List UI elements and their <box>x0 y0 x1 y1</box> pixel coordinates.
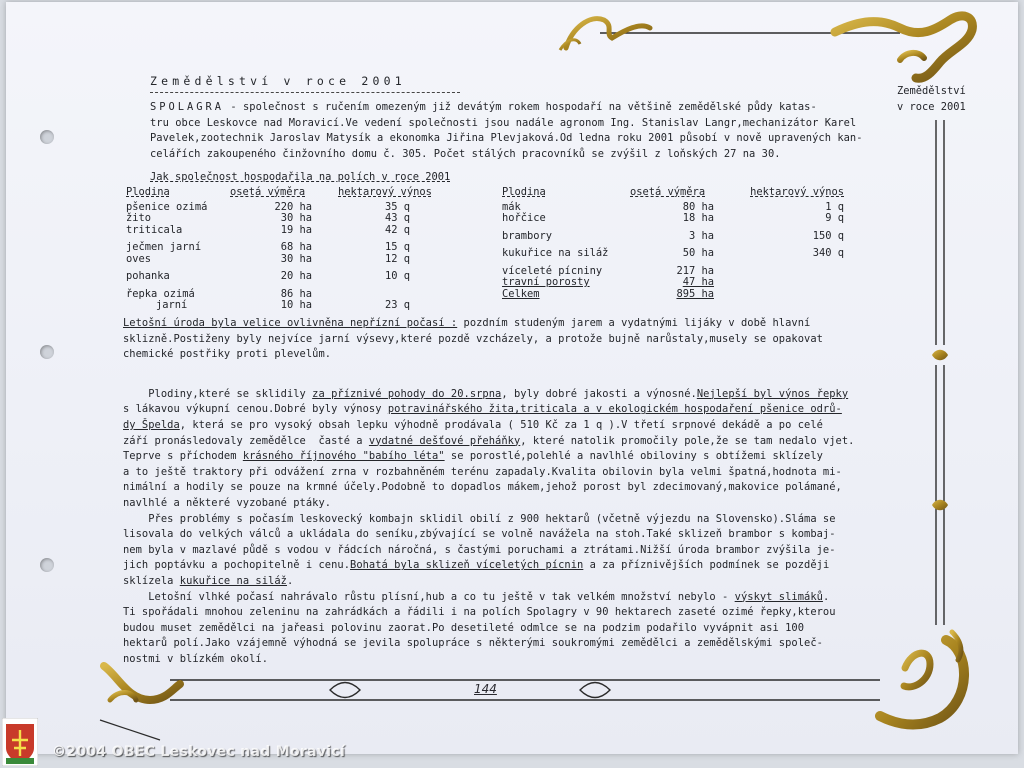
total-area: 895 ha <box>676 287 714 300</box>
cell-area: 30 ha <box>280 252 312 265</box>
cell-area: 86 ha <box>280 287 312 300</box>
cell-area: 18 ha <box>682 212 714 224</box>
cell-yield: 35 q <box>384 200 410 213</box>
table-row <box>502 213 844 225</box>
text-line: budou muset zemědělci na jařeasi polovinu zaorat.Po desetileté odmlce se na podzim podařilo vyvápnit asi 100 <box>123 621 805 634</box>
header-yield: hektarový výnos <box>338 186 432 198</box>
crop-table-left <box>126 187 450 312</box>
text-line: a to ještě traktory při odvážení zrna v rozbahněném terénu zapadaly.Kvalita obilovin byla velmi špatná,hodnota mi- <box>123 465 842 478</box>
cell-yield: 340 q <box>812 247 844 259</box>
cell-area: 10 ha <box>280 299 312 311</box>
company-name: SPOLAGRA <box>150 101 225 113</box>
header-crop: Plodina <box>502 186 546 198</box>
cell-yield: 15 q <box>384 241 410 253</box>
cell-yield: 23 q <box>384 299 410 311</box>
cell-crop: triticala <box>126 223 183 236</box>
table-row <box>126 300 450 312</box>
cell-crop: hořčice <box>502 212 546 224</box>
title-underline <box>150 92 460 93</box>
text-line: se porostlé,polehlé a navlhlé obiloviny s obtížemi sklízely <box>444 450 823 463</box>
cell-area: 20 ha <box>280 270 312 282</box>
cell-yield <box>740 260 844 278</box>
text-line: a za příznivějších podmínek se později <box>583 559 830 572</box>
cell-crop: pohanka <box>126 270 170 282</box>
text-line: Plodiny,které se sklidily <box>123 387 313 400</box>
text-line: jich poptávku a pochopitelně i cenu. <box>123 559 351 572</box>
cell-area: 30 ha <box>280 212 312 224</box>
cell-crop: jarní <box>156 299 188 311</box>
text-line: , byly dobré jakosti a výnosné. <box>501 387 697 400</box>
underlined-phrase: potravinářského žita,triticala a v ekologickém hospodaření pšenice odrů- <box>387 403 842 416</box>
text-line: nem byla v mazlavé půdě s vodou v řádcích náročná, s častými poruchami a ztrátami.Nižší úroda brambor zvýšila je- <box>123 543 836 556</box>
intro-line: tru obce Leskovce nad Moravicí.Ve vedení společnosti jsou nadále agronom Ing. Stanislav Langr,mechanizátor Karel <box>150 116 857 129</box>
cell-yield: 10 q <box>384 270 410 282</box>
text-line: chemické postřiky proti plevelům. <box>123 348 332 361</box>
side-label-line1: Zemědělství <box>897 85 966 97</box>
text-line: Ti spořádali mnohou zeleninu na zahrádkách a řádili i na polích Spolagry v 90 hektarech zaseté ozimé řepky,kterou <box>123 606 836 619</box>
cell-yield: 43 q <box>384 212 410 224</box>
side-label-line2: v roce 2001 <box>897 100 966 113</box>
cell-yield <box>338 283 450 301</box>
cell-yield: 12 q <box>384 252 410 265</box>
text-line: Letošní vlhké počasí nahrávalo růstu plísní,hub a co tu ještě v tak velkém množství nebylo - <box>123 590 735 603</box>
underlined-phrase: Nejlepší byl výnos řepky <box>696 387 849 400</box>
cell-area: 19 ha <box>280 223 312 236</box>
table-row <box>502 277 844 289</box>
intro-line: - společnost s ručením omezeným již devátým rokem hospodaří na většině zemědělské půdy katas- <box>224 101 817 113</box>
cell-crop: ječmen jarní <box>126 241 202 253</box>
cell-crop: víceleté pícniny <box>502 264 603 277</box>
copyright-watermark: ©2004 OBEC Leskovec nad Moravicí <box>52 744 346 760</box>
header-area: osetá výměra <box>630 186 706 198</box>
intro-line: Pavelek,zootechnik Jaroslav Matysík a ekonomka Jiřina Plevjaková.Od ledna roku 2001 působí v nově upravených kan- <box>150 132 863 145</box>
page-number: 144 <box>474 682 497 696</box>
side-label <box>897 84 966 115</box>
underlined-phrase: Bohatá byla sklizeň víceletých pícnin <box>350 559 584 572</box>
cell-area: 47 ha <box>682 276 714 288</box>
text-line: . <box>286 574 294 587</box>
intro-paragraph <box>150 100 863 162</box>
table-row <box>502 202 844 214</box>
table-row <box>126 236 450 254</box>
text-line: lisovala do velkých válců a ukládala do seníku,zbývající se volně navážela na stoh.Také sklizeň brambor s kombaj- <box>123 528 836 541</box>
total-label: Celkem <box>502 287 540 300</box>
cell-yield: 150 q <box>812 229 844 242</box>
cell-crop: pšenice ozimá <box>126 200 208 213</box>
cell-yield: 1 q <box>825 200 844 213</box>
header-area: osetá výměra <box>230 186 306 198</box>
text-line: sklízela <box>123 574 180 587</box>
cell-area: 3 ha <box>688 229 714 242</box>
header-crop: Plodina <box>126 186 170 198</box>
intro-line: celářích zakoupeného činžovního domu č. 305. Počet stálých pracovníků se zvýšil z loňských 27 na 30. <box>150 147 781 160</box>
cell-area: 50 ha <box>682 247 714 259</box>
cell-area: 68 ha <box>280 241 312 253</box>
underlined-phrase: výskyt slimáků <box>734 590 823 603</box>
underlined-phrase: vydatné dešťové přeháňky <box>368 434 521 447</box>
crop-table-right <box>502 187 844 300</box>
cell-crop: žito <box>126 212 152 224</box>
table-row <box>126 225 450 237</box>
text-line: září pronásledovaly zemědělce časté a <box>123 434 369 447</box>
table-title: Jak společnost hospodařila na polích v roce 2001 <box>150 171 451 183</box>
cell-crop: mák <box>502 200 521 213</box>
cell-crop: kukuřice na siláž <box>502 247 609 259</box>
cell-yield: 42 q <box>384 223 410 236</box>
text-line: pozdním studeným jarem a vydatnými lijáky v době hlavní <box>457 317 811 329</box>
page-title: Zemědělství v roce 2001 <box>150 74 406 88</box>
text-line: nimální a hodily se pouze na krmné účely.Podobně to dopadlos mákem,jehož porost byl zdecimovaný,makovice polámané, <box>123 481 842 494</box>
cell-crop: oves <box>126 252 152 265</box>
header-yield: hektarový výnos <box>750 186 844 198</box>
cell-area: 217 ha <box>676 264 714 277</box>
table-row <box>502 242 844 260</box>
body-text <box>123 316 854 667</box>
cell-area: 220 ha <box>274 200 312 213</box>
text-line: Teprve s příchodem <box>123 450 243 463</box>
text-line: . <box>822 590 830 603</box>
table-row <box>502 260 844 278</box>
text-line: nostmi v blízkém okolí. <box>123 652 269 665</box>
table-row <box>126 213 450 225</box>
text-line: Přes problémy s počasím leskovecký kombajn sklidil obilí z 900 hektarů (včetně výjezdu na Slovensko).Sláma se <box>123 512 836 525</box>
text-line: hektarů polí.Jako vzájemně výhodná se jevila spolupráce s některými soukromými zemědělci a zemědělskými společ- <box>123 637 823 650</box>
underlined-phrase: Letošní úroda byla velice ovlivněna nepřízní počasí : <box>123 317 458 329</box>
text-line: , která se pro vysoký obsah lepku výhodně prodávala ( 510 Kč za 1 q ).V třetí srpnové dekádě a po celé <box>179 418 823 431</box>
text-line: s lákavou výkupní cenou.Dobré byly výnosy <box>123 403 388 416</box>
underlined-phrase: krásného říjnového "babího léta" <box>242 450 445 463</box>
cell-crop: řepka ozimá <box>126 287 195 300</box>
underlined-phrase: za příznivé pohody do 20.srpna <box>312 387 502 400</box>
table-row <box>126 265 450 283</box>
text-line: , které natolik promočily pole,že se tam nedalo vjet. <box>520 434 855 447</box>
cell-yield <box>740 277 844 289</box>
table-row <box>126 283 450 301</box>
table-row <box>126 254 450 266</box>
underlined-phrase: dy Špelda <box>123 418 180 431</box>
text-line: sklizně.Postiženy byly nejvíce jarní výsevy,které pozdě vzcházely, a protože bujně narůstaly,musely se opakovat <box>123 332 823 345</box>
underlined-phrase: kukuřice na siláž <box>179 574 287 587</box>
cell-crop: travní porosty <box>502 276 590 288</box>
cell-crop: brambory <box>502 229 553 242</box>
table-row <box>502 225 844 243</box>
cell-yield: 9 q <box>825 212 844 224</box>
text-line: navlhlé a některé vyzobané ptáky. <box>123 496 332 509</box>
village-logo-icon <box>2 718 38 766</box>
cell-area: 80 ha <box>682 200 714 213</box>
